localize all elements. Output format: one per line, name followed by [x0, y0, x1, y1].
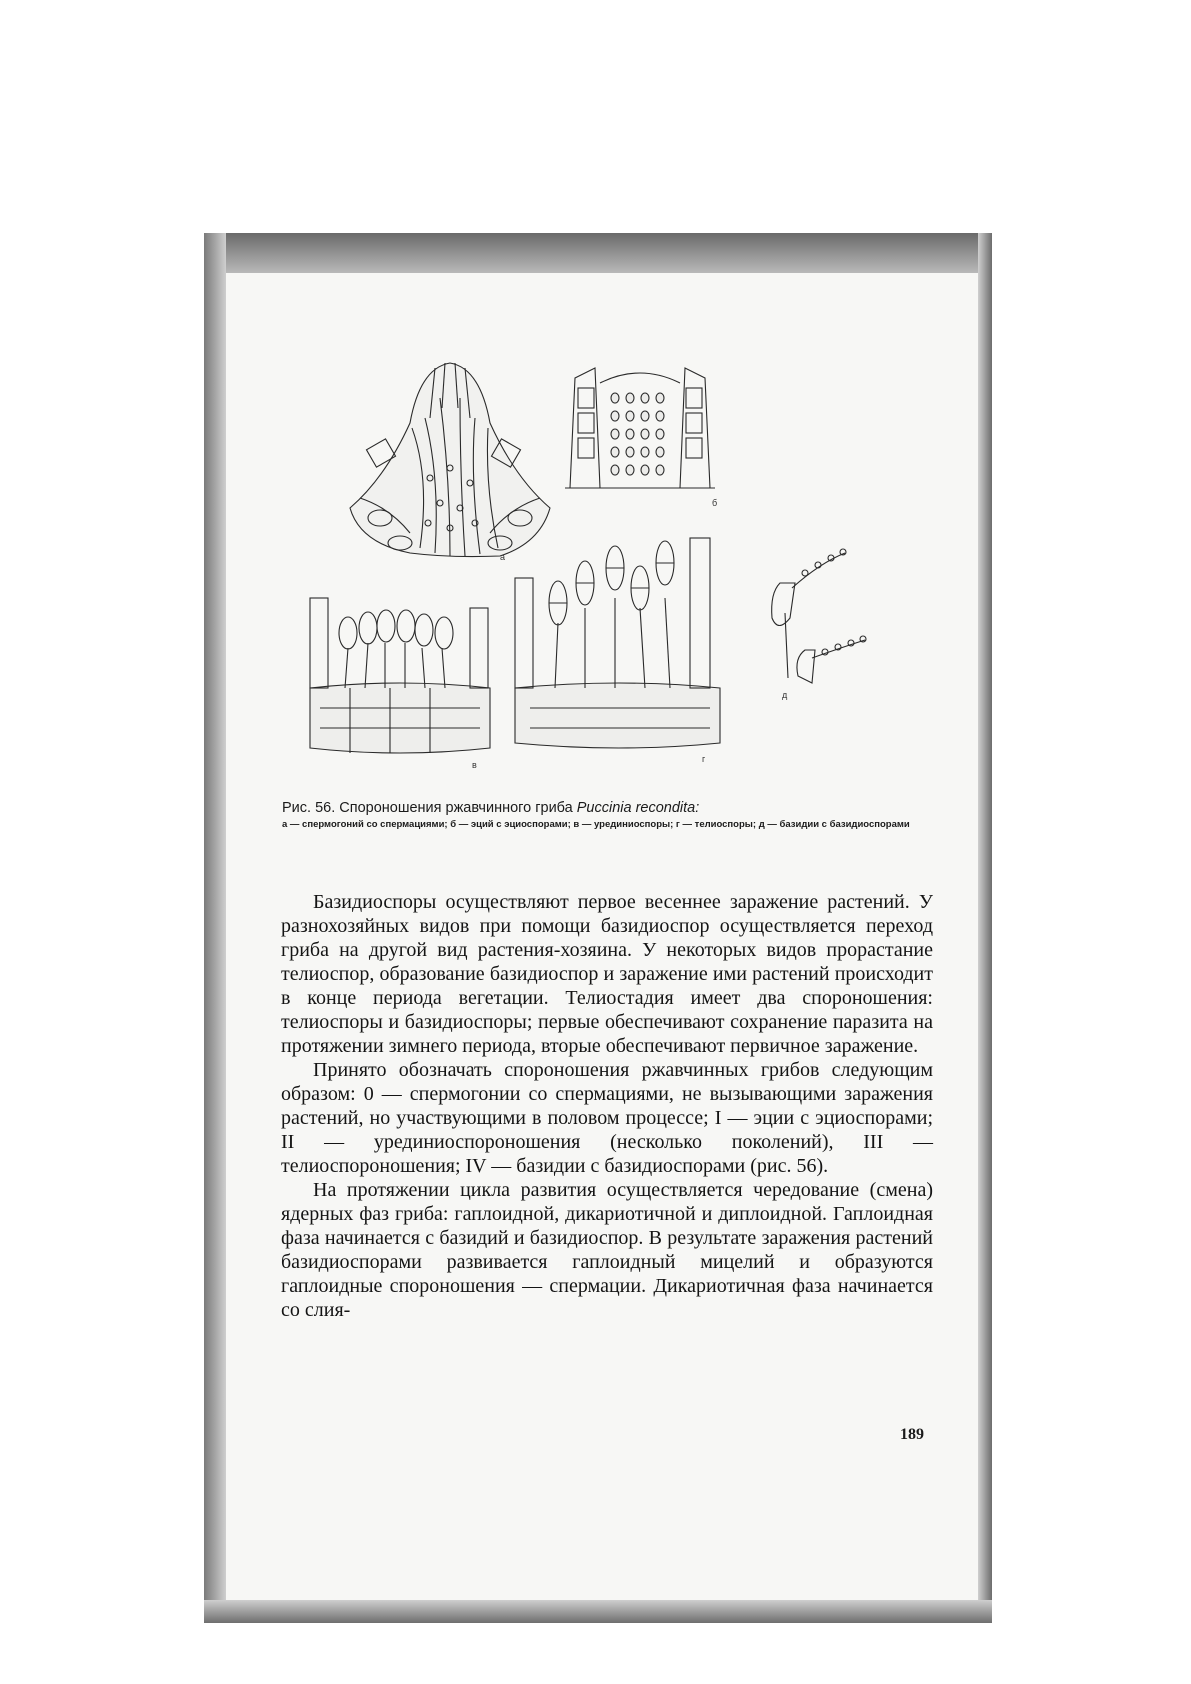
panel-b-aecium [565, 368, 715, 488]
panel-label-b: б [712, 498, 718, 508]
paragraph: Принято обозначать спороношения ржавчинных грибов следующим образом: 0 — спермогонии со спермациями, не вызывающими заражения растений, но участвующими в половом процессе; I — эции с эциоспорами; II — урединиоспороношения (несколько поколений), III — телиоспороношения; IV — базидии с базидиоспорами (рис. 56). [281, 1059, 933, 1177]
scan-shadow-right [978, 233, 992, 1623]
panel-label-c: в [472, 760, 477, 770]
scan-shadow-left [204, 233, 226, 1623]
scan-shadow-top [204, 233, 992, 273]
caption-legend: а — спермогоний со спермациями; б — эций с эциоспорами; в — урединиоспоры; г — телиоспоры; д — базидии с базидиоспорами [282, 819, 910, 830]
figure-56-illustration [300, 358, 920, 798]
caption-title-prefix: Рис. 56. Спороношения ржавчинного гриба [282, 800, 577, 816]
panel-d-teliospores [515, 538, 720, 748]
paragraph: Базидиоспоры осуществляют первое весеннее заражение растений. У разнохозяйных видов при помощи базидиоспор осуществляется переход гриба на другой вид растения-хозяина. У некоторых видов прорастание телиоспор, образование базидиоспор и заражение ими растений происходит в конце периода вегетации. Телиостадия имеет два спороношения: телиоспоры и базидиоспоры; первые обеспечивают сохранение паразита на протяжении зимнего периода, вторые обеспечивают первичное заражение. [281, 891, 933, 1057]
caption-species: Puccinia recondita: [576, 800, 700, 816]
panel-e-basidia [772, 549, 866, 683]
caption-title [282, 799, 942, 817]
paragraph: На протяжении цикла развития осуществляется чередование (смена) ядерных фаз гриба: гаплоидной, дикариотичной и диплоидной. Гаплоидная фаза начинается с базидий и базидиоспор. В результате заражения растений базидиоспорами развивается гаплоидный мицелий и образуются гаплоидные спороношения — спермации. Дикариотичная фаза начинается со слия- [281, 1179, 933, 1321]
panel-label-a: а [500, 552, 506, 562]
figure-caption [282, 799, 942, 830]
panel-a-spermogonium [350, 363, 550, 557]
rust-fungus-drawing [300, 358, 920, 798]
scan-shadow-bottom [204, 1600, 992, 1623]
panel-label-d: г [702, 754, 706, 764]
panel-label-e: д [782, 690, 788, 700]
panel-c-urediniospores [310, 598, 490, 753]
page-number: 189 [900, 1426, 924, 1443]
body-text [281, 890, 933, 1322]
